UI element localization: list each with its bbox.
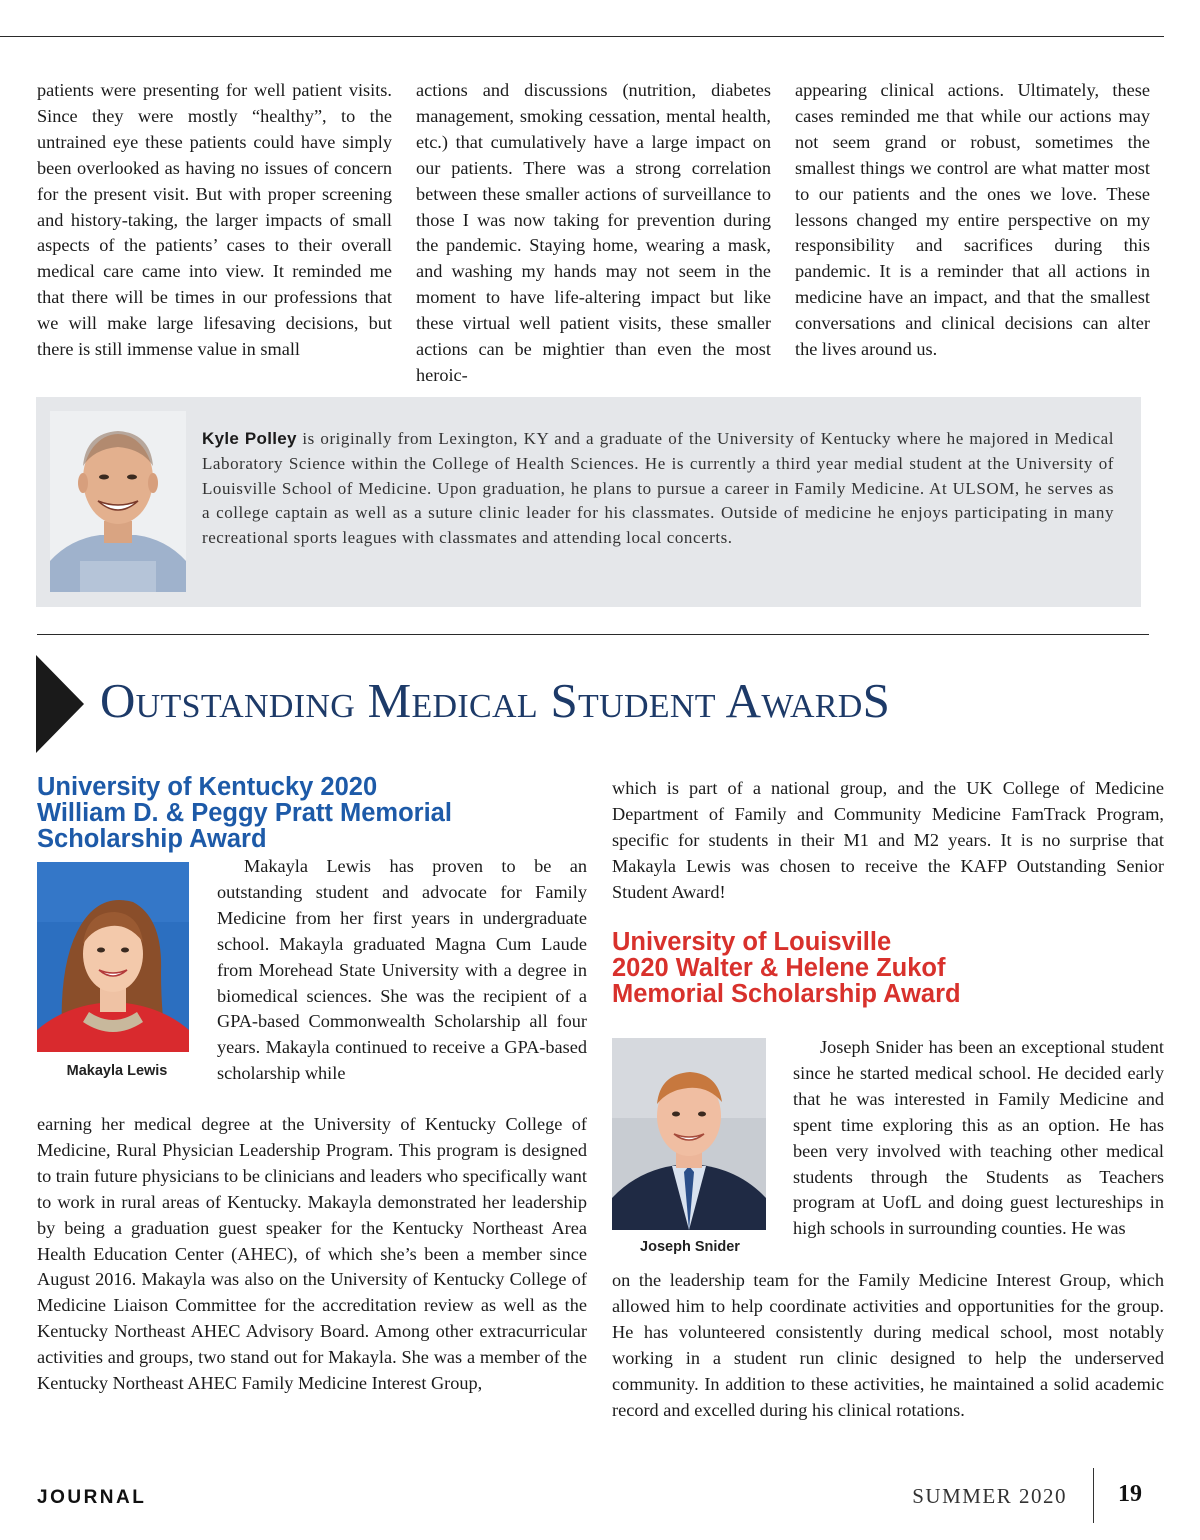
article-column-2-text: actions and discussions (nutrition, diabetes management, smoking cessation, mental health, etc.) that cumulatively have a large impact on our patients. There was a strong correlation between these smaller actions of surveillance to those I was now taking for prevention during the pandemic. Staying home, wearing a mask, and washing my hands may not seem in the moment to have life-altering impact but like these virtual well patient visits, these smaller actions can be mightier than even the most heroic-	[416, 80, 771, 385]
uk-award-body-wrap-text: Makayla Lewis has proven to be an outstanding student and advocate for Family Medicine from her first years in undergraduate school. Makayla graduated Magna Cum Laude from Morehead State University with a degree in biomedical sciences. She was the recipient of a GPA-based Commonwealth Scholarship all four years. Makayla continued to receive a GPA-based scholarship while	[217, 856, 587, 1084]
author-bio-body: is originally from Lexington, KY and a graduate of the University of Kentucky where he majored in Medical Laboratory Science within the College of Health Sciences. He is currently a third year medial student at the University of Louisville School of Medicine. Upon graduation, he plans to pursue a career in Family Medicine. At ULSOM, he serves as a college captain as well as a suture clinic leader for his classmates. Outside of medicine he enjoys participating in many recreational sports leagues with classmates and attending local concerts.	[202, 429, 1114, 548]
ul-award-body-wrap-text: Joseph Snider has been an exceptional student since he started medical school. He decided early that he was interested in Family Medicine and spent time exploring this as an option. He has been very involved with teaching other medical students through the Students as Teachers program at UofL and doing guest lectureships in high schools in surrounding counties. He was	[793, 1037, 1164, 1239]
ul-award-heading-line-2: 2020 Walter & Helene Zukof	[612, 954, 946, 982]
author-bio-box	[36, 397, 1141, 607]
section-arrow-icon	[36, 655, 84, 753]
ul-award-heading-line-1: University of Louisville	[612, 928, 892, 956]
author-name: Kyle Polley	[202, 429, 297, 448]
joseph-snider-photo	[612, 1038, 766, 1230]
makayla-portrait-icon	[37, 862, 189, 1052]
uk-award-body-full	[37, 1112, 587, 1397]
ul-award-body-wrap	[793, 1035, 1164, 1242]
author-photo	[50, 411, 186, 592]
joseph-portrait-icon	[612, 1038, 766, 1230]
author-portrait-icon	[50, 411, 186, 592]
uk-award-body-continued-text: which is part of a national group, and the UK College of Medicine Department of Family and Community Medicine FamTrack Program, specific for students in their M1 and M2 years. It is no surprise that Makayla Lewis was chosen to receive the KAFP Outstanding Senior Student Award!	[612, 778, 1164, 902]
ul-award-heading	[612, 929, 961, 1007]
uk-award-heading-line-3: Scholarship Award	[37, 825, 267, 853]
top-rule	[0, 36, 1164, 37]
joseph-snider-caption: Joseph Snider	[640, 1239, 740, 1255]
uk-award-heading-line-2: William D. & Peggy Pratt Memorial	[37, 799, 452, 827]
article-column-2	[416, 78, 771, 389]
ul-award-body-full	[612, 1268, 1164, 1423]
section-title: Outstanding Medical Student AwardS	[100, 673, 891, 728]
makayla-lewis-photo	[37, 862, 189, 1052]
footer-publication: JOURNAL	[37, 1487, 147, 1508]
uk-award-body-wrap	[217, 854, 587, 1087]
ul-award-body-full-text: on the leadership team for the Family Medicine Interest Group, which allowed him to help coordinate activities and opportunities for the group. He has volunteered consistently during medical school, most notably working in a student run clinic designed to help the underserved community. In addition to these activities, he maintained a solid academic record and excelled during his clinical rotations.	[612, 1270, 1164, 1420]
uk-award-body-full-text: earning her medical degree at the University of Kentucky College of Medicine, Rural Physician Leadership Program. This program is designed to train future physicians to be clinicians and leaders who specifically want to work in rural areas of Kentucky. Makayla demonstrated her leadership by being a graduation guest speaker for the Kentucky Northeast Area Health Education Center (AHEC), of which she’s been a member since August 2016. Makayla was also on the University of Kentucky College of Medicine Liaison Committee for the accreditation review as well as the Kentucky Northeast AHEC Advisory Board. Among other extracurricular activities and groups, two stand out for Makayla. She was a member of the Kentucky Northeast AHEC Family Medicine Interest Group,	[37, 1114, 587, 1394]
uk-award-body-continued	[612, 776, 1164, 906]
article-column-1	[37, 78, 392, 363]
uk-award-heading-line-1: University of Kentucky 2020	[37, 773, 378, 801]
article-column-3-text: appearing clinical actions. Ultimately, these cases reminded me that while our actions may not seem grand or robust, sometimes the smallest things we control are what matter most to our patients and the ones we love. These lessons changed my entire perspective on my responsibility and sacrifices during this pandemic. It is a reminder that all actions in medicine have an impact, and that the smallest conversations and clinical decisions can alter the lives around us.	[795, 80, 1150, 360]
footer-divider	[1093, 1468, 1094, 1523]
article-column-1-text: patients were presenting for well patient visits. Since they were mostly “healthy”, to the untrained eye these patients could have simply been overlooked as having no issues of concern for the present visit. But with proper screening and history-taking, the larger impacts of small aspects of the patients’ cases to their overall medical care came into view. It reminded me that there will be times in our professions that we will make large lifesaving decisions, but there is still immense value in small	[37, 80, 392, 360]
page-number: 19	[1118, 1481, 1142, 1507]
makayla-lewis-caption: Makayla Lewis	[66, 1063, 168, 1079]
author-bio-text	[202, 427, 1114, 551]
footer-issue: SUMMER 2020	[912, 1484, 1067, 1508]
ul-award-heading-line-3: Memorial Scholarship Award	[612, 980, 961, 1008]
section-rule	[37, 634, 1149, 635]
uk-award-heading	[37, 774, 452, 852]
article-column-3	[795, 78, 1150, 363]
